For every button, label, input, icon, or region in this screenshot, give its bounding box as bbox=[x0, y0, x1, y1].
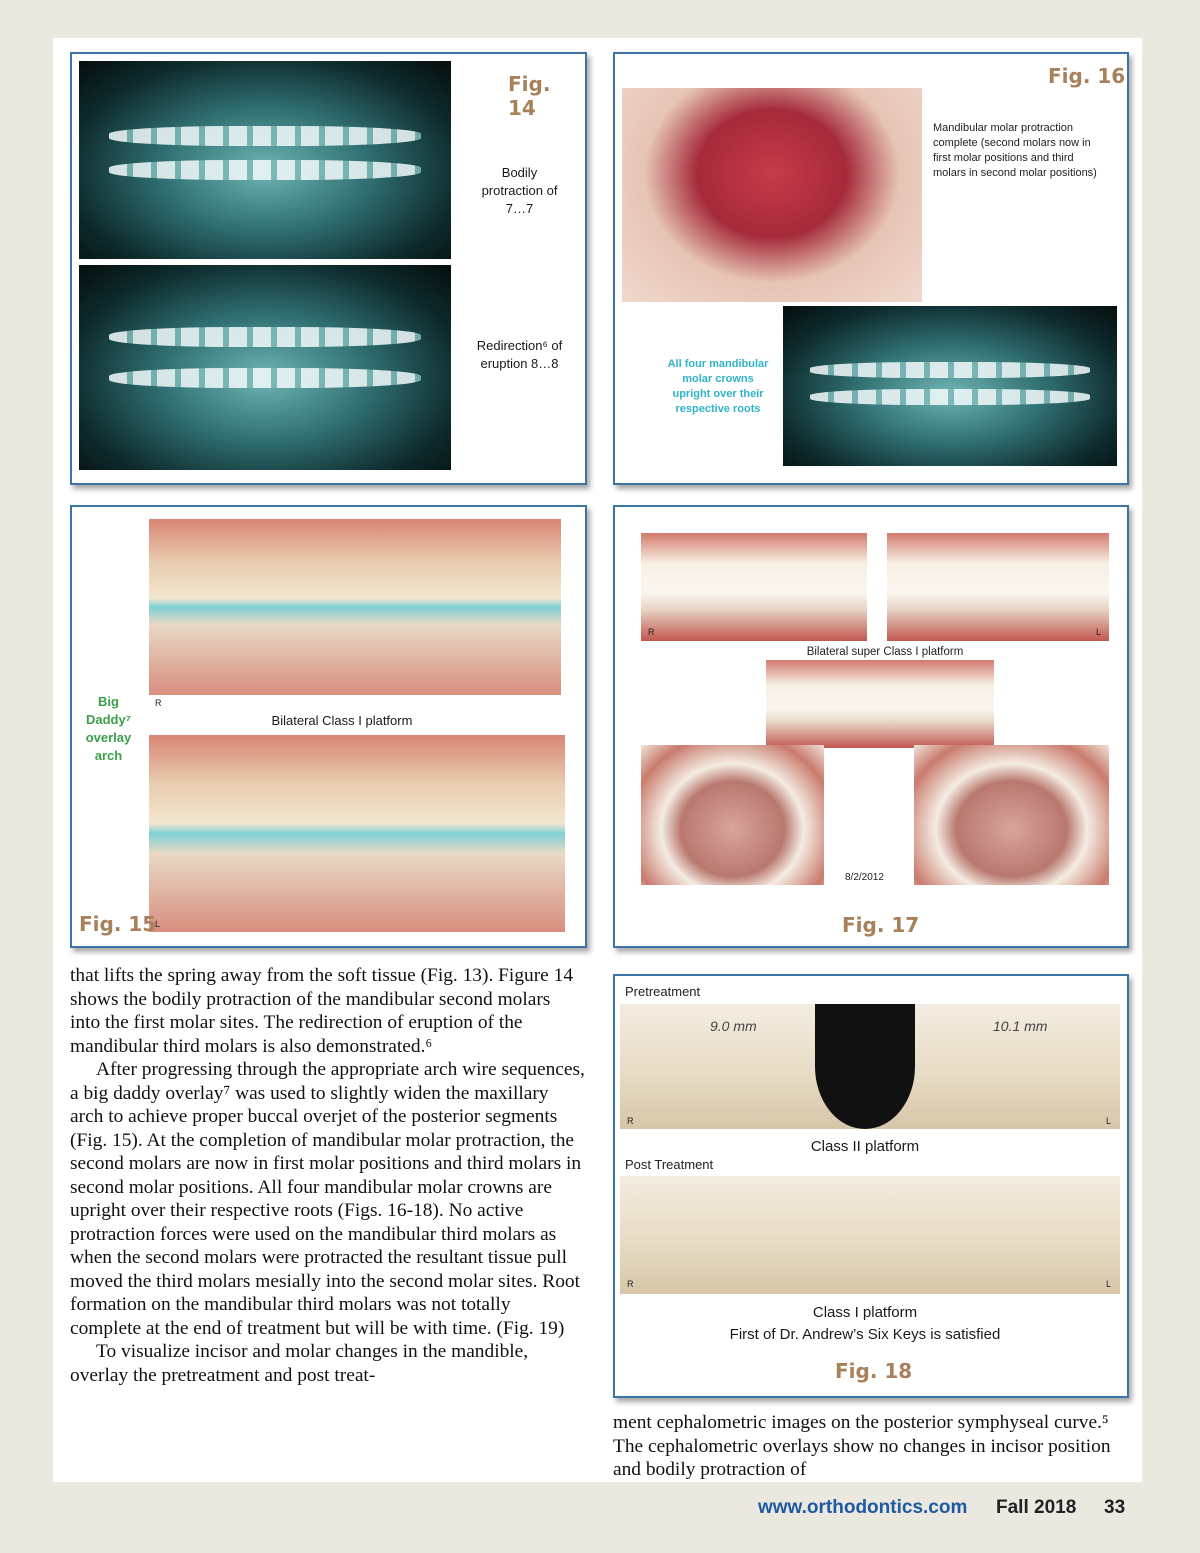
figure-label: Fig. 15 bbox=[79, 912, 157, 936]
pretreatment-label: Pretreatment bbox=[625, 984, 701, 999]
maxillary-occlusal-photo bbox=[641, 745, 824, 885]
figure-label: Fig. 14 bbox=[508, 72, 551, 120]
figure-17 bbox=[613, 505, 1129, 948]
caption-bodily-protraction: Bodily protraction of 7…7 bbox=[481, 165, 558, 216]
braces-photo-right bbox=[149, 519, 561, 695]
buccal-photo-left bbox=[887, 533, 1109, 641]
paragraph: After progressing through the appropriate arch wire sequences, a big daddy overlay⁷ was used to slightly widen the maxillary arch to achieve proper buccal overjet of the posterior segments (Fig. 15). At the completion of mandibular molar protraction, the second molars are now in first molar positions and third molars in second molar positions. All four mandibular molar crowns are upright over their respective roots (Figs. 16-18). No active protraction forces were used on the mandibular third molars as when the second molars were protracted the resultant tissue pull moved the third molars mesially into the second molar sites. Root formation on the mandibular third molars was not totally complete at the end of treatment but will be with time. (Fig. 19) bbox=[70, 1059, 585, 1339]
caption-redirection: Redirection⁶ of eruption 8…8 bbox=[476, 338, 563, 371]
footer-url[interactable]: www.orthodontics.com bbox=[758, 1497, 968, 1518]
article-column-left bbox=[70, 964, 585, 1387]
paragraph: To visualize incisor and molar changes in the mandible, overlay the pretreatment and post treat- bbox=[70, 1341, 529, 1386]
side-left-label: L bbox=[155, 919, 161, 929]
caption-class-ii: Class II platform bbox=[810, 1138, 920, 1155]
braces-photo-left bbox=[149, 735, 565, 932]
photo-date: 8/2/2012 bbox=[845, 872, 884, 883]
occlusal-photo bbox=[622, 88, 922, 302]
figure-label: Fig. 16 bbox=[1048, 64, 1126, 88]
figure-15 bbox=[70, 505, 587, 948]
side-left-label-2: L bbox=[1106, 1279, 1112, 1289]
footer-issue: Fall 2018 bbox=[996, 1497, 1077, 1518]
buccal-photo-right bbox=[641, 533, 867, 641]
side-left-label: L bbox=[1096, 627, 1102, 637]
figure-18 bbox=[613, 974, 1129, 1398]
caption-six-keys: First of Dr. Andrew’s Six Keys is satisfied bbox=[729, 1326, 1001, 1343]
figure-14 bbox=[70, 52, 587, 485]
caption-molar-protraction: Mandibular molar protraction complete (second molars now in first molar positions and third molars in second molar positions) bbox=[933, 122, 1097, 179]
caption-class-i: Class I platform bbox=[812, 1304, 918, 1321]
panoramic-xray bbox=[783, 306, 1117, 466]
figure-16 bbox=[613, 52, 1129, 485]
mandibular-occlusal-photo bbox=[914, 745, 1109, 885]
paragraph: ment cephalometric images on the posterior symphyseal curve.⁵ The cephalometric overlays show no changes in incisor position and bodily protraction of bbox=[613, 1412, 1111, 1480]
caption-super-class-i: Bilateral super Class I platform bbox=[806, 646, 964, 658]
frontal-photo bbox=[766, 660, 994, 748]
panoramic-xray-bottom bbox=[79, 265, 451, 470]
post-treatment-label: Post Treatment bbox=[625, 1157, 714, 1172]
side-right-label: R bbox=[627, 1116, 634, 1126]
measure-left: 9.0 mm bbox=[710, 1018, 757, 1034]
side-left-label: L bbox=[1106, 1116, 1112, 1126]
side-right-label: R bbox=[155, 698, 162, 708]
page-number: 33 bbox=[1104, 1497, 1126, 1518]
measure-right: 10.1 mm bbox=[993, 1018, 1048, 1034]
caption-bilateral-class-i: Bilateral Class I platform bbox=[271, 713, 413, 728]
side-right-label-2: R bbox=[627, 1279, 634, 1289]
post-treatment-models bbox=[620, 1176, 1120, 1294]
side-right-label: R bbox=[648, 627, 655, 637]
article-column-right bbox=[613, 1411, 1128, 1482]
panoramic-xray-top bbox=[79, 61, 451, 259]
paragraph: that lifts the spring away from the soft tissue (Fig. 13). Figure 14 shows the bodily protraction of the mandibular second molars into the first molar sites. The redirection of eruption of the mandibular third molars is also demonstrated.⁶ bbox=[70, 965, 574, 1057]
caption-upright-crowns: All four mandibular molar crowns upright over their respective roots bbox=[667, 358, 769, 415]
figure-label: Fig. 17 bbox=[842, 913, 920, 937]
caption-big-daddy: Big Daddy⁷ overlay arch bbox=[85, 694, 132, 763]
figure-label: Fig. 18 bbox=[835, 1359, 913, 1383]
